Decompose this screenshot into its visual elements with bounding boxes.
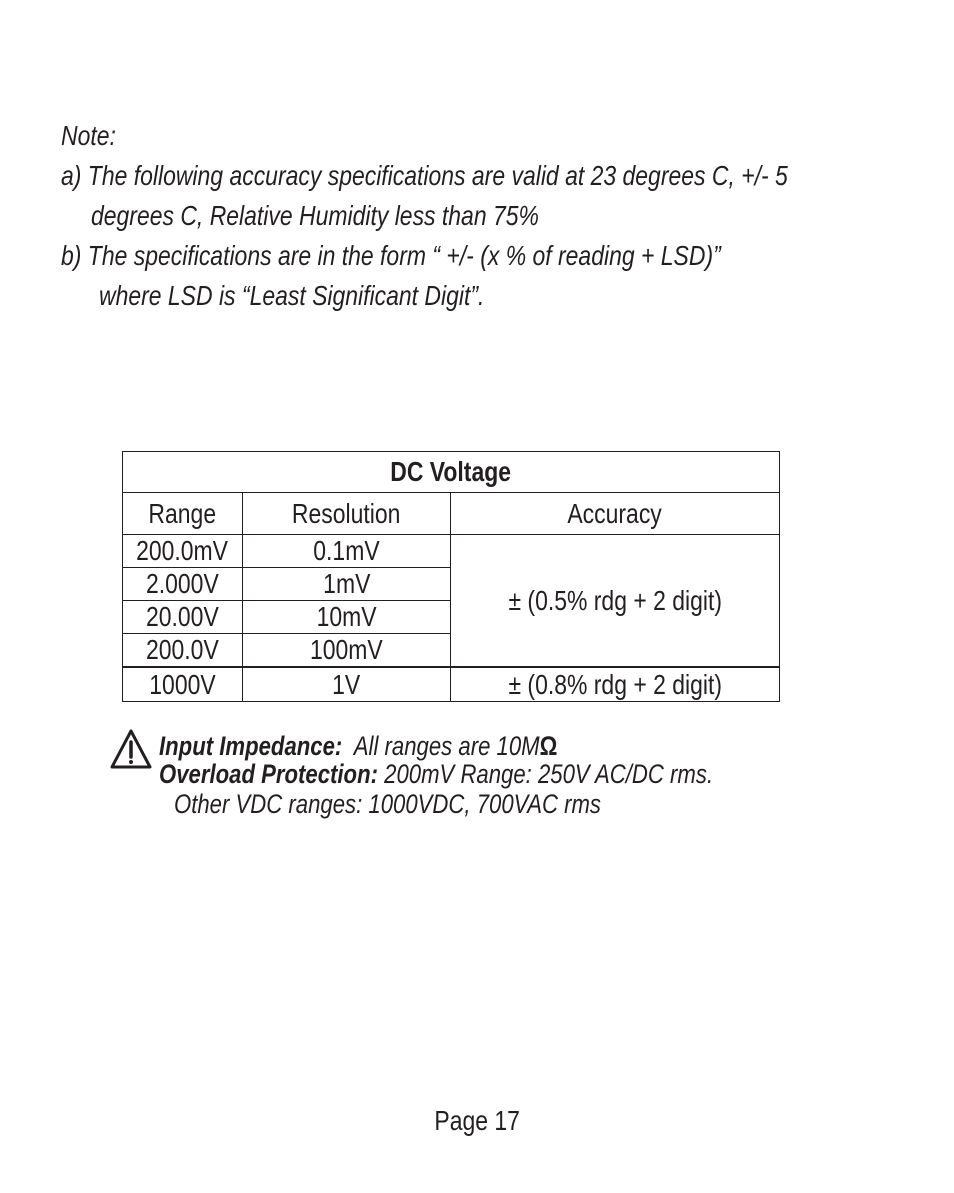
resolution-cell: 100mV [243,634,451,668]
resolution-cell: 10mV [243,601,451,634]
input-impedance-line [159,732,879,760]
table-row [123,535,780,568]
header-range: Range [123,493,243,535]
note-a-line1: a) The following accuracy specifications are valid at 23 degrees C, +/- 5 [61,160,788,191]
accuracy-cell-group1: ± (0.5% rdg + 2 digit) [451,535,780,668]
note-a-line2: degrees C, Relative Humidity less than 75% [91,200,539,231]
impedance-text: All ranges are 10M [353,731,540,761]
page-number: Page 17 [434,1105,520,1136]
note-b-line2: where LSD is “Least Significant Digit”. [99,280,485,311]
range-cell: 20.00V [123,601,243,634]
range-cell: 1000V [123,667,243,702]
resolution-cell: 1mV [243,568,451,601]
resolution-cell: 1V [243,667,451,702]
accuracy-cell-group2: ± (0.8% rdg + 2 digit) [451,667,780,702]
range-cell: 200.0V [123,634,243,668]
header-accuracy: Accuracy [451,493,780,535]
range-cell: 200.0mV [123,535,243,568]
note-heading: Note: [61,120,116,151]
other-ranges-line: Other VDC ranges: 1000VDC, 700VAC rms [174,789,602,819]
ohm-symbol: Ω [539,731,558,761]
table-header-row [123,493,780,535]
dc-voltage-table [122,451,780,702]
note-b-line1: b) The specifications are in the form “ +/- (x % of reading + LSD)” [61,240,721,271]
resolution-cell: 0.1mV [243,535,451,568]
impedance-label: Input Impedance: [159,731,343,761]
overload-label: Overload Protection: [159,759,378,789]
table-row [123,667,780,702]
note-block [61,116,947,316]
overload-text: 200mV Range: 250V AC/DC rms. [384,759,714,789]
range-cell: 2.000V [123,568,243,601]
warning-triangle-icon [110,729,152,769]
overload-protection-line [159,760,879,788]
table-title: DC Voltage [123,452,780,493]
warning-text [159,732,879,818]
header-resolution: Resolution [243,493,451,535]
